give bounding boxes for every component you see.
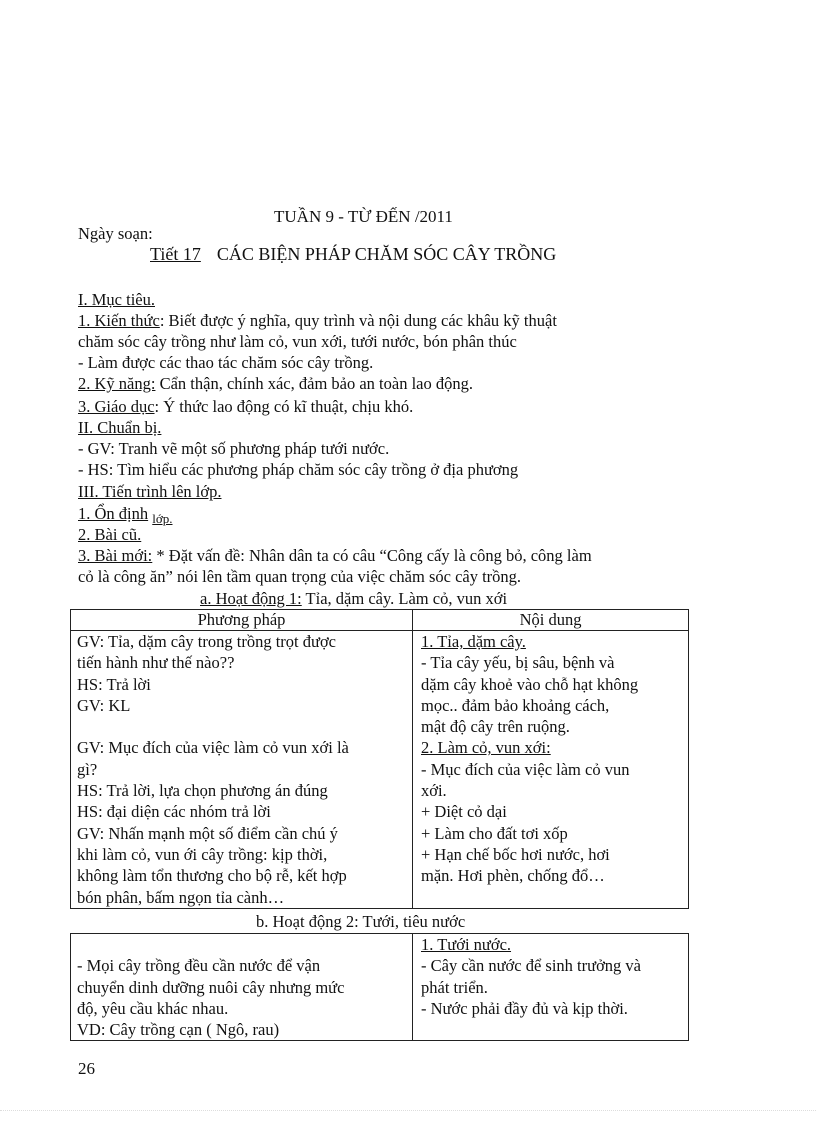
section-objectives-heading: I. Mục tiêu. xyxy=(78,290,155,309)
method-line: HS: Trả lời, lựa chọn phương án đúng xyxy=(77,781,328,801)
lesson-title: CÁC BIỆN PHÁP CHĂM SÓC CÂY TRỒNG xyxy=(216,244,557,264)
stabilize-line xyxy=(78,503,173,525)
stabilize-label: 1. Ổn định xyxy=(78,504,149,523)
section-procedure-heading: III. Tiến trình lên lớp. xyxy=(78,482,222,501)
content-line: - Tỉa cây yếu, bị sâu, bệnh và xyxy=(421,653,615,673)
week-title: TUẦN 9 - TỪ ĐẾN /2011 xyxy=(274,207,453,226)
stabilize-small: lớp. xyxy=(152,511,173,526)
content-line: + Diệt cỏ dại xyxy=(421,802,507,822)
new-lesson-line-2: cỏ là công ăn” nói lên tầm quan trọng của việc chăm sóc cây trồng. xyxy=(78,567,522,586)
method-line: GV: KL xyxy=(77,695,131,715)
content-line: dặm cây khoẻ vào chỗ hạt không xyxy=(421,674,639,694)
page-number: 26 xyxy=(78,1059,95,1078)
content-line: - Cây cần nước để sinh trưởng và xyxy=(421,956,641,976)
method-line: VD: Cây trồng cạn ( Ngô, rau) xyxy=(77,1020,280,1040)
activity-2-title: b. Hoạt động 2: Tưới, tiêu nước xyxy=(256,912,466,931)
content-cell xyxy=(413,934,689,1041)
column-header-method: Phương pháp xyxy=(71,610,413,631)
method-line: bón phân, bấm ngọn tỉa cành… xyxy=(77,887,285,907)
content-line: mật độ cây trên ruộng. xyxy=(421,717,570,737)
knowledge-text: : Biết được ý nghĩa, quy trình và nội dung các khâu kỹ thuật xyxy=(159,311,557,330)
content-line: - Nước phải đầy đủ và kịp thời. xyxy=(421,998,628,1018)
method-line: - Mọi cây trồng đều cần nước để vận xyxy=(77,956,321,976)
content-line: - Mục đích của việc làm cỏ vun xyxy=(421,759,630,779)
date-label: Ngày soạn: xyxy=(78,224,153,243)
education-text: : Ý thức lao động có kĩ thuật, chịu khó. xyxy=(154,397,414,416)
table-header-row xyxy=(71,610,689,631)
skills-text: Cẩn thận, chính xác, đảm bảo an toàn lao động. xyxy=(159,374,473,393)
method-line: GV: Tỉa, dặm cây trong trồng trọt được xyxy=(77,632,336,651)
activity-1-label: a. Hoạt động 1: xyxy=(200,589,302,608)
method-line: HS: Trả lời xyxy=(77,674,151,694)
content-line: mặn. Hơi phèn, chống đổ… xyxy=(421,866,605,886)
content-heading-weeding: 2. Làm cỏ, vun xới: xyxy=(421,738,551,758)
skills-line xyxy=(78,373,473,394)
preparation-student: - HS: Tìm hiểu các phương pháp chăm sóc cây trồng ở địa phương xyxy=(78,460,519,479)
content-line: xới. xyxy=(421,781,447,801)
method-line: tiến hành như thế nào?? xyxy=(77,653,235,673)
knowledge-line xyxy=(78,310,557,331)
table-row xyxy=(71,631,689,909)
new-lesson-text: * Đặt vấn đề: Nhân dân ta có câu “Công cấy là công bỏ, công làm xyxy=(152,546,592,565)
lesson-heading xyxy=(150,244,556,265)
method-line: độ, yêu cầu khác nhau. xyxy=(77,998,229,1018)
method-line: chuyển dinh dưỡng nuôi cây nhưng mức xyxy=(77,977,345,997)
method-line: khi làm cỏ, vun ới cây trồng: kịp thời, xyxy=(77,844,328,864)
content-heading-thinning: 1. Tỉa, dặm cây. xyxy=(421,632,526,651)
method-cell xyxy=(71,934,413,1041)
column-header-content: Nội dung xyxy=(413,610,689,631)
knowledge-label: 1. Kiến thức xyxy=(78,311,160,330)
content-line: mọc.. đảm bảo khoảng cách, xyxy=(421,695,610,715)
footer-divider xyxy=(0,1110,816,1111)
method-line: không làm tổn thương cho bộ rễ, kết hợp xyxy=(77,866,347,886)
activity-1-table xyxy=(70,609,689,909)
old-lesson-label: 2. Bài cũ. xyxy=(78,525,142,544)
activity-1-title xyxy=(200,589,507,609)
preparation-teacher: - GV: Tranh vẽ một số phương pháp tưới nước. xyxy=(78,439,390,458)
content-heading-watering: 1. Tưới nước. xyxy=(421,935,512,954)
method-line: GV: Nhấn mạnh một số điểm cần chú ý xyxy=(77,823,338,843)
knowledge-line-2: chăm sóc cây trồng như làm cỏ, vun xới, tưới nước, bón phân thúc xyxy=(78,332,517,351)
lesson-number: Tiết 17 xyxy=(150,244,201,264)
education-label: 3. Giáo dục xyxy=(78,397,155,416)
method-cell xyxy=(71,631,413,909)
new-lesson-line xyxy=(78,545,592,566)
section-preparation-heading: II. Chuẩn bị. xyxy=(78,418,162,437)
content-line: + Hạn chế bốc hơi nước, hơi xyxy=(421,844,610,864)
method-line: gì? xyxy=(77,759,98,779)
activity-2-table xyxy=(70,933,689,1041)
content-cell xyxy=(413,631,689,909)
content-line: phát triển. xyxy=(421,977,488,997)
education-line xyxy=(78,396,413,417)
knowledge-line-3: - Làm được các thao tác chăm sóc cây trồng. xyxy=(78,353,374,372)
method-line: GV: Mục đích của việc làm cỏ vun xới là xyxy=(77,738,349,758)
skills-label: 2. Kỹ năng: xyxy=(78,374,156,393)
method-line xyxy=(77,716,408,737)
content-line: + Làm cho đất tơi xốp xyxy=(421,823,568,843)
method-line: HS: đại diện các nhóm trả lời xyxy=(77,802,271,822)
table-row xyxy=(71,934,689,1041)
method-line xyxy=(77,934,408,955)
new-lesson-label: 3. Bài mới: xyxy=(78,546,153,565)
activity-1-text: Tỉa, dặm cây. Làm cỏ, vun xới xyxy=(301,589,508,608)
